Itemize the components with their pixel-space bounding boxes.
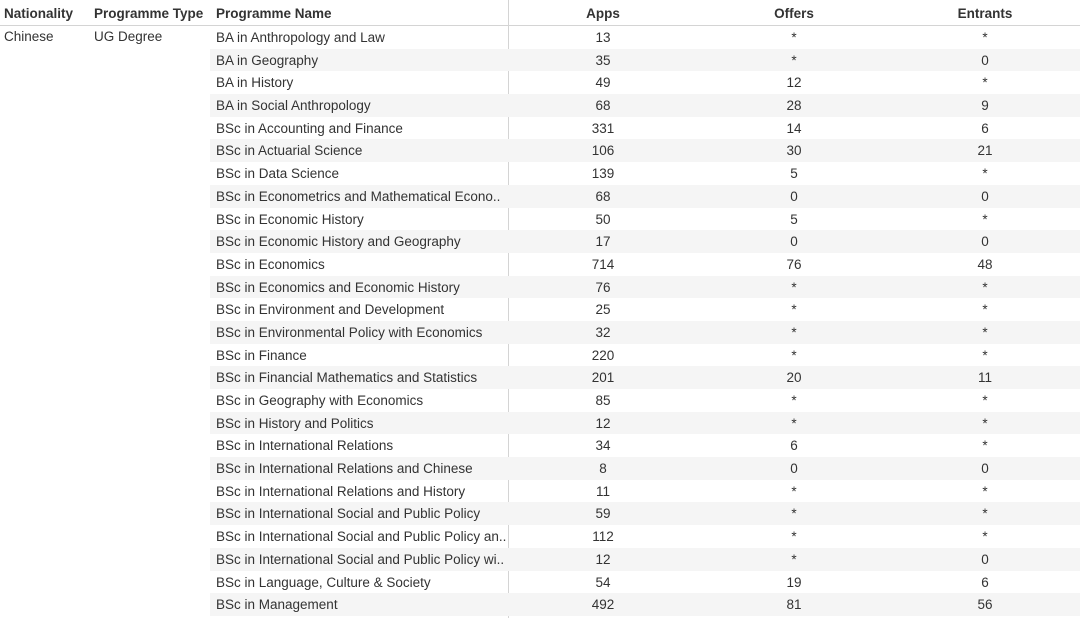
programme-name-cell[interactable]: BSc in Economics — [216, 256, 325, 272]
entrants-cell[interactable]: * — [982, 30, 988, 45]
entrants-cell[interactable]: * — [982, 324, 988, 340]
table-row[interactable] — [210, 321, 1080, 344]
table-header — [0, 0, 1080, 26]
entrants-cell[interactable]: * — [982, 211, 988, 227]
apps-cell[interactable]: 50 — [595, 211, 611, 227]
offers-cell[interactable]: 5 — [790, 166, 798, 182]
offers-cell[interactable]: 19 — [786, 574, 802, 590]
apps-cell[interactable]: 12 — [595, 551, 611, 567]
table-row[interactable] — [210, 366, 1080, 389]
offers-cell[interactable]: * — [791, 52, 797, 68]
column-header-entrants[interactable]: Entrants — [957, 6, 1013, 21]
programme-name-cell[interactable]: BSc in Language, Culture & Society — [216, 574, 431, 590]
table-row[interactable] — [210, 434, 1080, 457]
offers-cell[interactable]: * — [791, 551, 797, 567]
programme-name-cell[interactable]: BSc in International Relations — [216, 438, 394, 454]
offers-cell[interactable]: 76 — [786, 256, 802, 272]
table-row[interactable] — [210, 185, 1080, 208]
apps-cell[interactable]: 714 — [591, 256, 615, 272]
offers-cell[interactable]: 0 — [790, 234, 798, 250]
apps-cell[interactable]: 201 — [591, 370, 615, 386]
apps-cell[interactable]: 492 — [591, 597, 615, 613]
programme-name-cell[interactable]: BA in History — [216, 75, 294, 91]
programme-name-cell[interactable]: BSc in Econometrics and Mathematical Econo.. — [216, 188, 501, 204]
table-row[interactable] — [210, 298, 1080, 321]
table-row[interactable] — [210, 344, 1080, 367]
column-header-offers[interactable]: Offers — [774, 6, 814, 21]
programme-name-cell[interactable]: BSc in Accounting and Finance — [216, 120, 403, 136]
table-row[interactable] — [210, 389, 1080, 412]
nationality-value[interactable]: Chinese — [4, 29, 54, 44]
programme-name-cell[interactable]: BSc in Financial Mathematics and Statistics — [216, 370, 478, 386]
programme-name-cell[interactable]: BSc in Environment and Development — [216, 302, 445, 318]
entrants-cell[interactable]: * — [982, 483, 988, 499]
programme-name-cell[interactable]: BSc in International Social and Public Policy — [216, 506, 481, 522]
table-row[interactable] — [210, 94, 1080, 117]
column-header-programme-name[interactable]: Programme Name — [216, 6, 332, 21]
programme-name-cell[interactable]: BSc in History and Politics — [216, 415, 374, 431]
entrants-cell[interactable]: * — [982, 393, 988, 408]
offers-cell[interactable]: * — [791, 483, 797, 499]
entrants-cell[interactable]: * — [982, 166, 988, 182]
entrants-cell[interactable]: * — [982, 347, 988, 363]
apps-cell[interactable]: 139 — [591, 166, 615, 182]
offers-cell[interactable]: * — [791, 279, 797, 295]
table-row[interactable] — [210, 502, 1080, 525]
programme-name-cell[interactable]: BSc in Geography with Economics — [216, 393, 424, 408]
apps-cell[interactable]: 112 — [592, 529, 614, 545]
programme-name-cell[interactable]: BSc in International Relations and History — [216, 483, 466, 499]
entrants-cell[interactable]: * — [982, 279, 988, 295]
programme-name-cell[interactable]: BA in Anthropology and Law — [216, 30, 385, 45]
offers-cell[interactable]: 14 — [786, 120, 802, 136]
column-header-apps[interactable]: Apps — [586, 6, 620, 21]
programme-name-cell[interactable]: BSc in Economic History and Geography — [216, 234, 461, 250]
programme-name-cell[interactable]: BSc in Management — [216, 597, 338, 613]
table-row[interactable] — [210, 276, 1080, 299]
programme-name-cell[interactable]: BA in Geography — [216, 52, 319, 68]
table-row[interactable] — [210, 412, 1080, 435]
apps-cell[interactable]: 59 — [595, 506, 611, 522]
entrants-cell[interactable]: * — [982, 302, 988, 318]
apps-cell[interactable]: 17 — [595, 234, 611, 250]
table-row[interactable] — [210, 117, 1080, 140]
table-row[interactable] — [210, 253, 1080, 276]
apps-cell[interactable]: 54 — [595, 574, 611, 590]
entrants-cell[interactable]: * — [982, 75, 988, 91]
entrants-cell[interactable]: * — [982, 506, 988, 522]
entrants-cell[interactable]: 21 — [977, 143, 993, 159]
table-row[interactable] — [210, 480, 1080, 503]
column-header-programme-type[interactable]: Programme Type — [94, 6, 204, 21]
entrants-cell[interactable]: 48 — [977, 256, 993, 272]
offers-cell[interactable]: * — [791, 529, 797, 545]
entrants-cell[interactable]: 56 — [977, 597, 993, 613]
entrants-cell[interactable]: 0 — [981, 461, 989, 477]
table-row[interactable] — [210, 548, 1080, 571]
programme-type-value[interactable]: UG Degree — [94, 29, 163, 44]
entrants-cell[interactable]: 6 — [981, 120, 989, 136]
offers-cell[interactable]: 81 — [786, 597, 802, 613]
apps-cell[interactable]: 49 — [595, 75, 611, 91]
programme-name-cell[interactable]: BSc in Environmental Policy with Economics — [216, 324, 483, 340]
offers-cell[interactable]: 5 — [790, 211, 798, 227]
table-row[interactable] — [210, 162, 1080, 185]
apps-cell[interactable]: 12 — [595, 415, 611, 431]
offers-cell[interactable]: 28 — [786, 98, 802, 114]
offers-cell[interactable]: * — [791, 506, 797, 522]
programme-name-cell[interactable]: BSc in Finance — [216, 347, 307, 363]
offers-cell[interactable]: * — [791, 393, 797, 408]
programme-name-cell[interactable]: BSc in Actuarial Science — [216, 143, 363, 159]
table-row[interactable] — [210, 208, 1080, 231]
entrants-cell[interactable]: 0 — [981, 551, 989, 567]
apps-cell[interactable]: 11 — [595, 483, 610, 499]
offers-cell[interactable]: 30 — [786, 143, 802, 159]
offers-cell[interactable]: 20 — [786, 370, 802, 386]
apps-cell[interactable]: 35 — [595, 52, 611, 68]
offers-cell[interactable]: 0 — [790, 188, 798, 204]
entrants-cell[interactable]: 6 — [981, 574, 989, 590]
table-row[interactable] — [210, 49, 1080, 72]
apps-cell[interactable]: 220 — [591, 347, 615, 363]
table-row[interactable] — [210, 457, 1080, 480]
table-row[interactable] — [210, 525, 1080, 548]
offers-cell[interactable]: 12 — [786, 75, 802, 91]
programme-name-cell[interactable]: BSc in Data Science — [216, 166, 340, 182]
entrants-cell[interactable]: 0 — [981, 188, 989, 204]
apps-cell[interactable]: 8 — [599, 461, 607, 477]
offers-cell[interactable]: * — [791, 302, 797, 318]
programme-name-cell[interactable]: BSc in Economics and Economic History — [216, 279, 460, 295]
apps-cell[interactable]: 34 — [595, 438, 611, 454]
entrants-cell[interactable]: 0 — [981, 234, 989, 250]
table-row[interactable] — [210, 230, 1080, 253]
apps-cell[interactable]: 68 — [595, 188, 611, 204]
programme-name-cell[interactable]: BA in Social Anthropology — [216, 98, 371, 114]
entrants-cell[interactable]: * — [982, 415, 988, 431]
apps-cell[interactable]: 32 — [595, 324, 611, 340]
offers-cell[interactable]: * — [791, 324, 797, 340]
programme-name-cell[interactable]: BSc in Economic History — [216, 211, 364, 227]
apps-cell[interactable]: 68 — [595, 98, 611, 114]
programme-name-cell[interactable]: BSc in International Social and Public Policy wi.. — [216, 551, 505, 567]
apps-cell[interactable]: 76 — [595, 279, 611, 295]
programme-name-cell[interactable]: BSc in International Relations and Chinese — [216, 461, 473, 477]
entrants-cell[interactable]: 0 — [981, 52, 989, 68]
entrants-cell[interactable]: 9 — [981, 98, 989, 114]
entrants-cell[interactable]: * — [982, 438, 988, 454]
programme-name-cell[interactable]: BSc in International Social and Public Policy an.. — [216, 529, 507, 545]
table-body — [210, 26, 1080, 616]
offers-cell[interactable]: * — [791, 347, 797, 363]
apps-cell[interactable]: 85 — [595, 393, 611, 408]
entrants-cell[interactable]: * — [982, 529, 988, 545]
offers-cell[interactable]: * — [791, 415, 797, 431]
table-row[interactable] — [210, 571, 1080, 594]
offers-cell[interactable]: 6 — [790, 438, 798, 454]
table-row[interactable] — [210, 71, 1080, 94]
offers-cell[interactable]: 0 — [790, 461, 798, 477]
column-header-nationality[interactable]: Nationality — [4, 6, 74, 21]
table-row[interactable] — [210, 593, 1080, 616]
entrants-cell[interactable]: 11 — [977, 370, 992, 386]
apps-cell[interactable]: 13 — [595, 30, 611, 45]
table-row[interactable] — [210, 26, 1080, 49]
table-row[interactable] — [210, 139, 1080, 162]
offers-cell[interactable]: * — [791, 30, 797, 45]
apps-cell[interactable]: 106 — [591, 143, 615, 159]
apps-cell[interactable]: 25 — [595, 302, 611, 318]
apps-cell[interactable]: 331 — [591, 120, 615, 136]
